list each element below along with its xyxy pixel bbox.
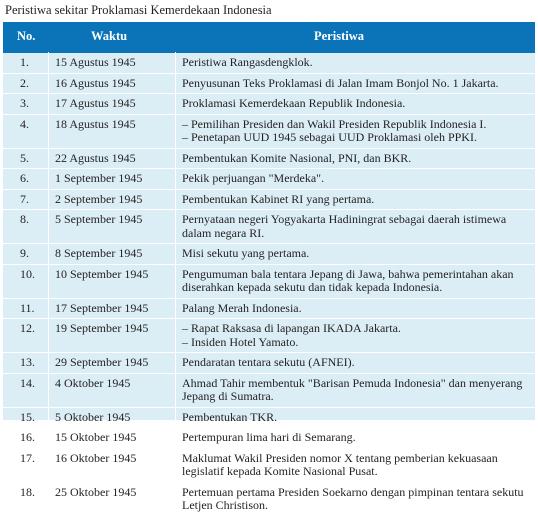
event-line: Palang Merah Indonesia. <box>182 300 302 315</box>
event-line: legislatif kepada Komite Nasional Pusat. <box>182 464 378 478</box>
row-event <box>182 213 527 240</box>
row-divider <box>3 448 535 449</box>
row-number: 14. <box>20 375 35 390</box>
event-line: diserahkan kepada sekutu dan tidak kepada Indonesia. <box>182 280 443 294</box>
event-line: Penyusunan Teks Proklamasi di Jalan Imam Bonjol No. 1 Jakarta. <box>182 75 499 90</box>
event-line: Misi sekutu yang pertama. <box>182 246 310 260</box>
row-date: 15 Oktober 1945 <box>55 430 137 444</box>
row-divider <box>3 427 535 428</box>
row-event <box>182 56 527 70</box>
column-divider <box>175 52 176 420</box>
row-divider <box>3 114 535 115</box>
row-event <box>182 152 527 166</box>
event-line: Pekik perjuangan "Merdeka". <box>182 171 325 185</box>
row-event <box>182 172 527 186</box>
row-divider <box>3 373 535 374</box>
row-event <box>182 431 527 445</box>
event-line: Maklumat Wakil Presiden nomor X tentang pemberian kekuasaan <box>182 450 498 465</box>
row-number: 15. <box>20 409 35 424</box>
row-date: 29 September 1945 <box>55 355 149 369</box>
event-line: Pendaratan tentara sekutu (AFNEI). <box>182 355 355 369</box>
row-event <box>182 322 527 349</box>
row-divider <box>3 407 535 408</box>
row-date: 5 Oktober 1945 <box>55 409 131 424</box>
row-date: 17 Agustus 1945 <box>55 96 136 110</box>
header-waktu: Waktu <box>91 29 128 43</box>
row-divider <box>3 168 535 169</box>
event-line: Jepang di Sumatra. <box>182 389 274 403</box>
events-table <box>3 22 535 512</box>
row-number: 2. <box>20 75 29 90</box>
row-date: 2 September 1945 <box>55 191 143 206</box>
row-number: 1. <box>20 55 29 69</box>
row-divider <box>3 189 535 190</box>
row-number: 9. <box>20 246 29 260</box>
row-date: 25 Oktober 1945 <box>55 484 137 499</box>
row-divider <box>3 482 535 483</box>
row-date: 16 Oktober 1945 <box>55 450 137 465</box>
event-line: Pembentukan Komite Nasional, PNI, dan BKR. <box>182 150 412 165</box>
row-divider <box>3 209 535 210</box>
row-divider <box>3 243 535 244</box>
row-event <box>182 411 527 425</box>
row-date: 1 September 1945 <box>55 171 143 185</box>
header-peristiwa: Peristiwa <box>314 29 364 43</box>
row-number: 18. <box>20 484 35 499</box>
row-event <box>182 77 527 91</box>
row-date: 8 September 1945 <box>55 246 143 260</box>
row-divider <box>3 73 535 74</box>
event-line: Pertemuan pertama Presiden Soekarno dengan pimpinan tentara sekutu <box>182 484 524 499</box>
event-line: Letjen Christison. <box>182 498 268 512</box>
row-divider <box>3 93 535 94</box>
row-divider <box>3 264 535 265</box>
header-no: No. <box>17 29 36 43</box>
column-divider <box>48 52 49 420</box>
event-line: Pertempuran lima hari di Semarang. <box>182 430 356 444</box>
row-date: 18 Agustus 1945 <box>55 116 136 131</box>
table-header <box>3 22 535 53</box>
event-line: – Rapat Raksasa di lapangan IKADA Jakarta. <box>182 321 401 335</box>
row-number: 16. <box>20 430 35 444</box>
row-date: 16 Agustus 1945 <box>55 75 136 90</box>
row-date: 15 Agustus 1945 <box>55 55 136 69</box>
row-number: 12. <box>20 321 35 335</box>
row-divider <box>3 298 535 299</box>
row-event <box>182 356 527 370</box>
row-date: 10 September 1945 <box>55 266 149 281</box>
row-date: 5 September 1945 <box>55 212 143 226</box>
row-number: 4. <box>20 116 29 131</box>
row-number: 6. <box>20 171 29 185</box>
row-event <box>182 377 527 404</box>
event-line: Pembentukan Kabinet RI yang pertama. <box>182 191 375 206</box>
row-number: 3. <box>20 96 29 110</box>
event-line: Ahmad Tahir membentuk "Barisan Pemuda Indonesia" dan menyerang <box>182 375 523 390</box>
event-line: – Pemilihan Presiden dan Wakil Presiden Republik Indonesia I. <box>182 116 487 131</box>
row-date: 4 Oktober 1945 <box>55 375 131 390</box>
event-line: Pembentukan TKR. <box>182 409 278 424</box>
row-event <box>182 486 527 513</box>
row-number: 13. <box>20 355 35 369</box>
row-event <box>182 97 527 111</box>
row-event <box>182 302 527 316</box>
row-divider <box>3 352 535 353</box>
row-date: 19 September 1945 <box>55 321 149 335</box>
row-number: 11. <box>20 300 35 315</box>
table-caption: Peristiwa sekitar Proklamasi Kemerdekaan Indonesia <box>5 3 272 17</box>
event-line: Pengumuman bala tentara Jepang di Jawa, bahwa pemerintahan akan <box>182 266 514 281</box>
row-number: 17. <box>20 450 35 465</box>
row-event <box>182 268 527 295</box>
row-number: 5. <box>20 150 29 165</box>
row-date: 17 September 1945 <box>55 300 149 315</box>
row-event <box>182 118 527 145</box>
event-line: – Penetapan UUD 1945 sebagai UUD Proklamasi oleh PPKI. <box>182 130 477 144</box>
event-line: Proklamasi Kemerdekaan Republik Indonesia. <box>182 96 406 110</box>
row-event <box>182 247 527 261</box>
row-divider <box>3 318 535 319</box>
row-number: 10. <box>20 266 35 281</box>
event-line: Peristiwa Rangasdengklok. <box>182 55 313 69</box>
row-event <box>182 452 527 479</box>
row-divider <box>3 148 535 149</box>
row-date: 22 Agustus 1945 <box>55 150 136 165</box>
event-line: dalam negara RI. <box>182 225 265 240</box>
row-number: 7. <box>20 191 29 206</box>
row-event <box>182 193 527 207</box>
event-line: – Insiden Hotel Yamato. <box>182 334 299 349</box>
row-number: 8. <box>20 212 29 226</box>
event-line: Pernyataan negeri Yogyakarta Hadiningrat sebagai daerah istimewa <box>182 212 507 226</box>
